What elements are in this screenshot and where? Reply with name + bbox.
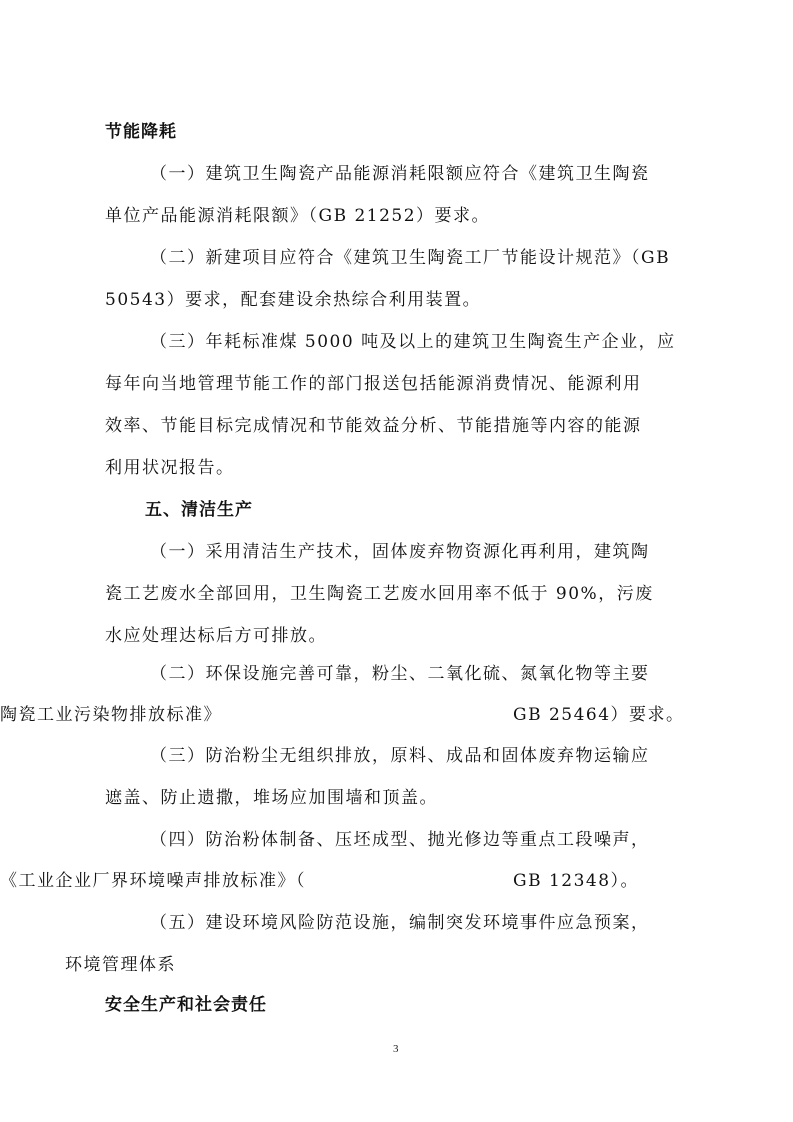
paragraph-line: （四）防治粉体制备、压坯成型、抛光修边等重点工段噪声， — [150, 830, 650, 850]
paragraph-line: （一）采用清洁生产技术，固体废弃物资源化再利用，建筑陶 — [150, 542, 650, 562]
paragraph-line: 利用状况报告。 — [105, 458, 235, 478]
paragraph-line: （二）新建项目应符合《建筑卫生陶瓷工厂节能设计规范》（GB — [150, 248, 671, 268]
paragraph-line: （二）环保设施完善可靠，粉尘、二氧化硫、氮氧化物等主要 — [150, 664, 650, 684]
paragraph-line: （三）年耗标准煤 5000 吨及以上的建筑卫生陶瓷生产企业，应 — [150, 332, 676, 352]
paragraph-line: 每年向当地管理节能工作的部门报送包括能源消费情况、能源利用 — [105, 374, 642, 394]
paragraph-line: （三）防治粉尘无组织排放，原料、成品和固体废弃物运输应 — [150, 746, 650, 766]
paragraph-line-left-fragment: 陶瓷工业污染物排放标准》 — [0, 705, 222, 725]
section-heading-clean-production: 五、清洁生产 — [145, 500, 253, 520]
paragraph-line: 瓷工艺废水全部回用，卫生陶瓷工艺废水回用率不低于 90%，污废 — [105, 584, 654, 604]
paragraph-line: 遮盖、防止遗撒，堆场应加围墙和顶盖。 — [105, 788, 438, 808]
paragraph-line-right-fragment: GB 12348）。 — [513, 871, 640, 891]
paragraph-line-left-fragment: 《工业企业厂界环境噪声排放标准》（ — [0, 871, 306, 891]
paragraph-line: 水应处理达标后方可排放。 — [105, 626, 327, 646]
paragraph-line: （五）建设环境风险防范设施，编制突发环境事件应急预案， — [150, 913, 650, 933]
paragraph-line: 环境管理体系 — [65, 955, 176, 975]
section-heading-safety: 安全生产和社会责任 — [105, 995, 267, 1015]
paragraph-line: 效率、节能目标完成情况和节能效益分析、节能措施等内容的能源 — [105, 416, 642, 436]
paragraph-line: （一）建筑卫生陶瓷产品能源消耗限额应符合《建筑卫生陶瓷 — [150, 164, 650, 184]
paragraph-line: 50543）要求，配套建设余热综合利用装置。 — [105, 290, 482, 310]
page-number: 3 — [393, 1043, 399, 1055]
paragraph-line: 单位产品能源消耗限额》（GB 21252）要求。 — [105, 206, 491, 226]
paragraph-line-right-fragment: GB 25464）要求。 — [513, 705, 685, 725]
section-heading-energy: 节能降耗 — [105, 122, 177, 142]
